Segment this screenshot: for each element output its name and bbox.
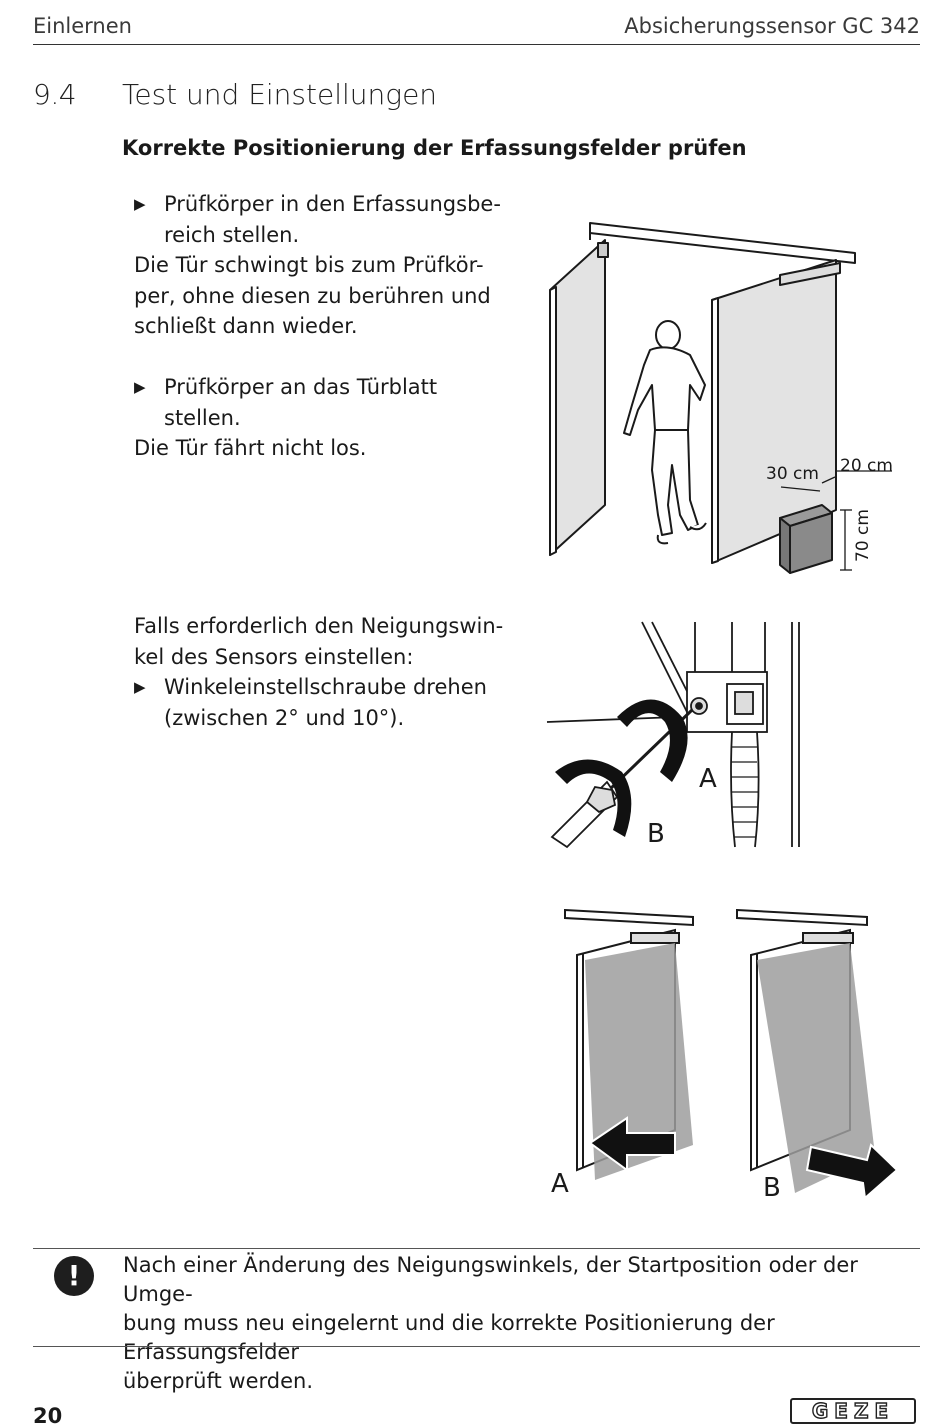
header-product-name: Absicherungssensor GC 342	[624, 14, 920, 38]
sensor-a	[631, 933, 679, 943]
sensor-b	[803, 933, 853, 943]
exclamation-icon: !	[54, 1256, 94, 1296]
note-text-line: überprüft werden.	[123, 1369, 313, 1393]
step-arrow-icon: ▶	[134, 678, 146, 696]
subheading: Korrekte Positionierung der Erfassungsfelder prüfen	[122, 136, 747, 160]
step-item	[134, 189, 524, 250]
step-text-line: reich stellen.	[164, 222, 300, 247]
note-text-line: Nach einer Änderung des Neigungswinkels, der Startposition oder der Umge-	[123, 1253, 858, 1306]
detection-field-tilt-figure	[545, 905, 905, 1205]
header-divider	[33, 44, 920, 45]
person-figure	[624, 321, 706, 543]
step-arrow-icon: ▶	[134, 378, 146, 396]
step-text-line: Prüfkörper in den Erfassungsbe-	[164, 192, 501, 216]
result-text-line: schließt dann wieder.	[134, 314, 358, 338]
section-number: 9.4	[33, 78, 77, 111]
note-text	[123, 1251, 923, 1396]
step-text-line: Winkeleinstellschraube drehen	[164, 675, 487, 699]
instruction-block-1	[134, 189, 524, 464]
angle-screw-figure	[547, 622, 822, 847]
instruction-block-2	[134, 611, 524, 733]
page-number: 20	[33, 1404, 63, 1428]
intro-text-line: kel des Sensors einstellen:	[134, 644, 414, 669]
step-item	[134, 372, 524, 433]
note-text-line: bung muss neu eingelernt und die korrekte Positionierung der Erfassungsfelder	[123, 1311, 775, 1364]
dimension-70cm-label: 70 cm	[853, 509, 873, 562]
label-a: A	[699, 764, 717, 794]
door-header-rail	[590, 223, 855, 263]
dimension-30cm-label: 30 cm	[766, 464, 819, 484]
label-b: B	[763, 1173, 781, 1203]
header-section-label: Einlernen	[33, 14, 132, 38]
step-text-line: (zwischen 2° und 10°).	[164, 705, 405, 730]
note-bottom-divider	[33, 1346, 920, 1347]
door-test-figure	[540, 215, 910, 590]
intro-text-line: Falls erforderlich den Neigungswin-	[134, 614, 504, 638]
step-item	[134, 672, 524, 733]
geze-logo	[790, 1398, 916, 1424]
result-text-line: Die Tür fährt nicht los.	[134, 436, 367, 460]
note-top-divider	[33, 1248, 920, 1249]
result-text-line: Die Tür schwingt bis zum Prüfkör-	[134, 253, 484, 277]
section-title: Test und Einstellungen	[122, 78, 438, 111]
dimension-20cm-label: 20 cm	[840, 456, 893, 476]
step-arrow-icon: ▶	[134, 195, 146, 213]
label-b: B	[647, 819, 665, 849]
left-door-leaf	[550, 240, 605, 555]
result-text-line: per, ohne diesen zu berühren und	[134, 283, 491, 308]
step-text-line: stellen.	[164, 405, 241, 430]
step-text-line: Prüfkörper an das Türblatt	[164, 375, 438, 399]
label-a: A	[551, 1169, 569, 1199]
rotation-arrow-a	[617, 700, 688, 783]
logo-wordmark: GEZE	[811, 1399, 895, 1423]
